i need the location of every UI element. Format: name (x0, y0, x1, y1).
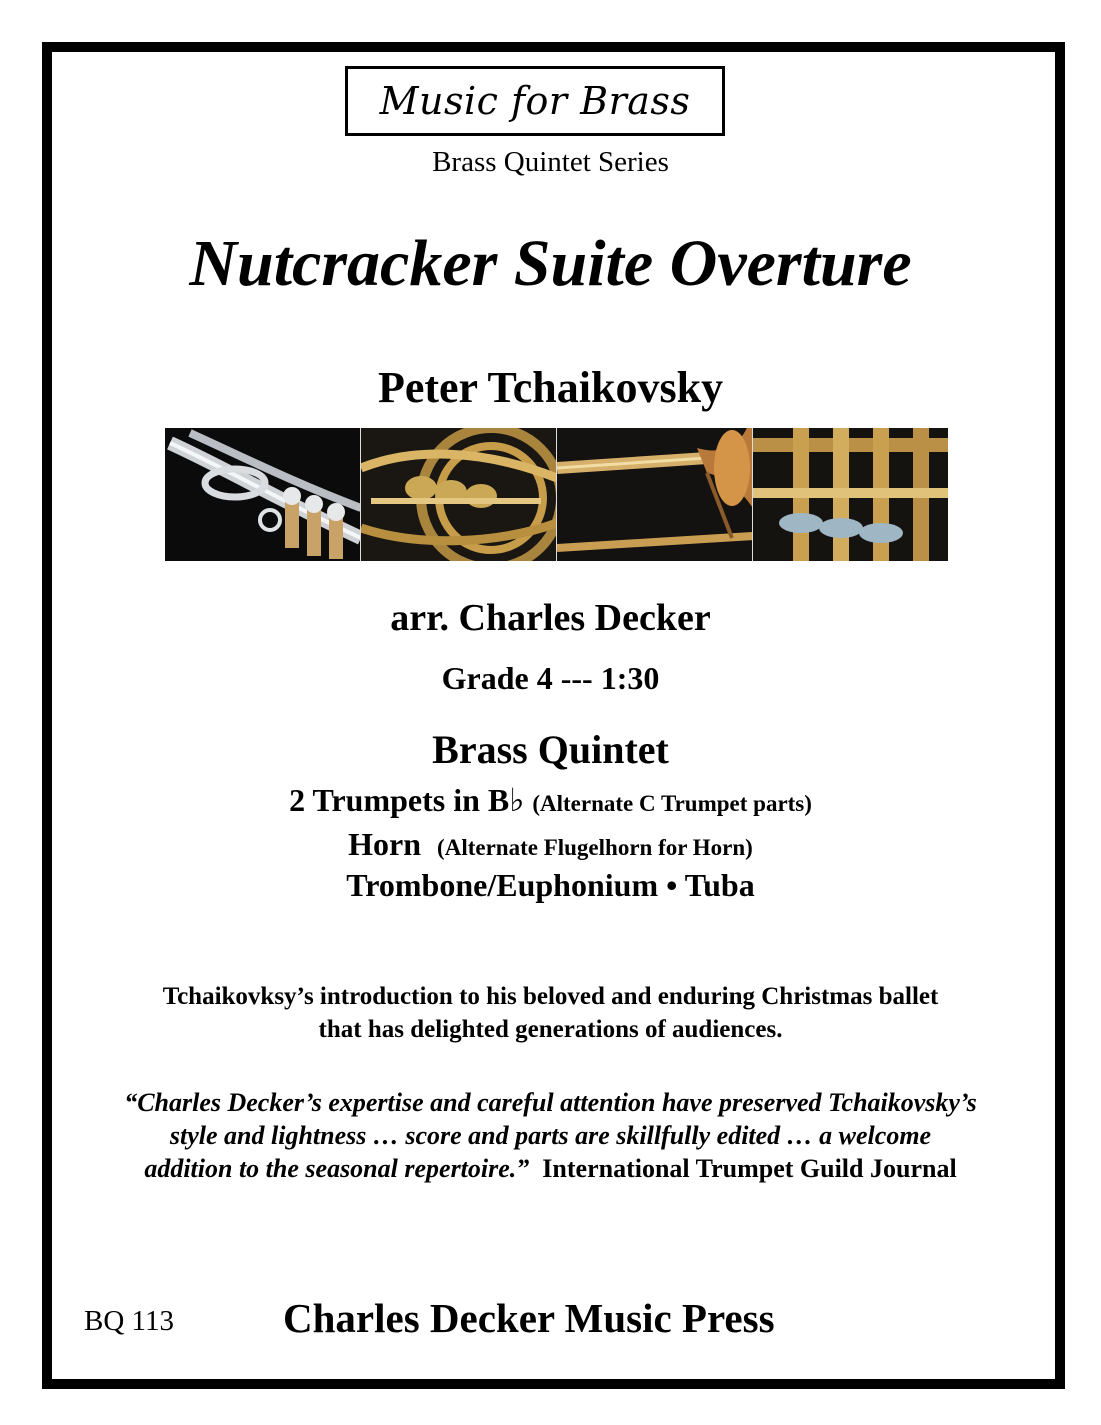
trumpets-note: (Alternate C Trumpet parts) (532, 791, 812, 816)
tuba-photo (753, 428, 948, 561)
description-line-1: Tchaikovksy’s introduction to his beloved and enduring Christmas ballet (162, 983, 939, 1010)
grade-duration: Grade 4 --- 1:30 (441, 660, 660, 696)
trumpet-photo (165, 428, 361, 561)
review-source: International Trumpet Guild Journal (542, 1154, 957, 1183)
instrumentation-low-brass: Trombone/Euphonium • Tuba (346, 867, 755, 903)
series-logo-box (345, 66, 725, 136)
horn-note: (Alternate Flugelhorn for Horn) (437, 835, 753, 860)
composer: Peter Tchaikovsky (377, 363, 724, 412)
catalog-number: BQ 113 (84, 1305, 174, 1337)
arranger: arr. Charles Decker (390, 597, 711, 639)
review-line-1: “Charles Decker’s expertise and careful attention have preserved Tchaikovsky’s (124, 1088, 977, 1117)
description-line-2: that has delighted generations of audiences. (318, 1016, 783, 1043)
review-line-3 (0, 1154, 1101, 1184)
ensemble-heading: Brass Quintet (432, 727, 669, 772)
piece-title: Nutcracker Suite Overture (189, 227, 912, 300)
review-quote-end: addition to the seasonal repertoire.” (144, 1154, 530, 1183)
trumpets-label: 2 Trumpets in B♭ (289, 782, 525, 818)
series-subtitle: Brass Quintet Series (432, 146, 669, 178)
instrumentation-trumpets (0, 781, 1101, 819)
trombone-photo (557, 428, 753, 561)
instrument-photo-strip (165, 428, 948, 561)
series-title: Music for Brass (379, 79, 691, 123)
review-line-2: style and lightness … score and parts are skillfully edited … a welcome (169, 1121, 932, 1150)
horn-label: Horn (348, 826, 422, 862)
instrumentation-horn (0, 826, 1101, 863)
publisher: Charles Decker Music Press (283, 1295, 775, 1341)
horn-photo (361, 428, 557, 561)
